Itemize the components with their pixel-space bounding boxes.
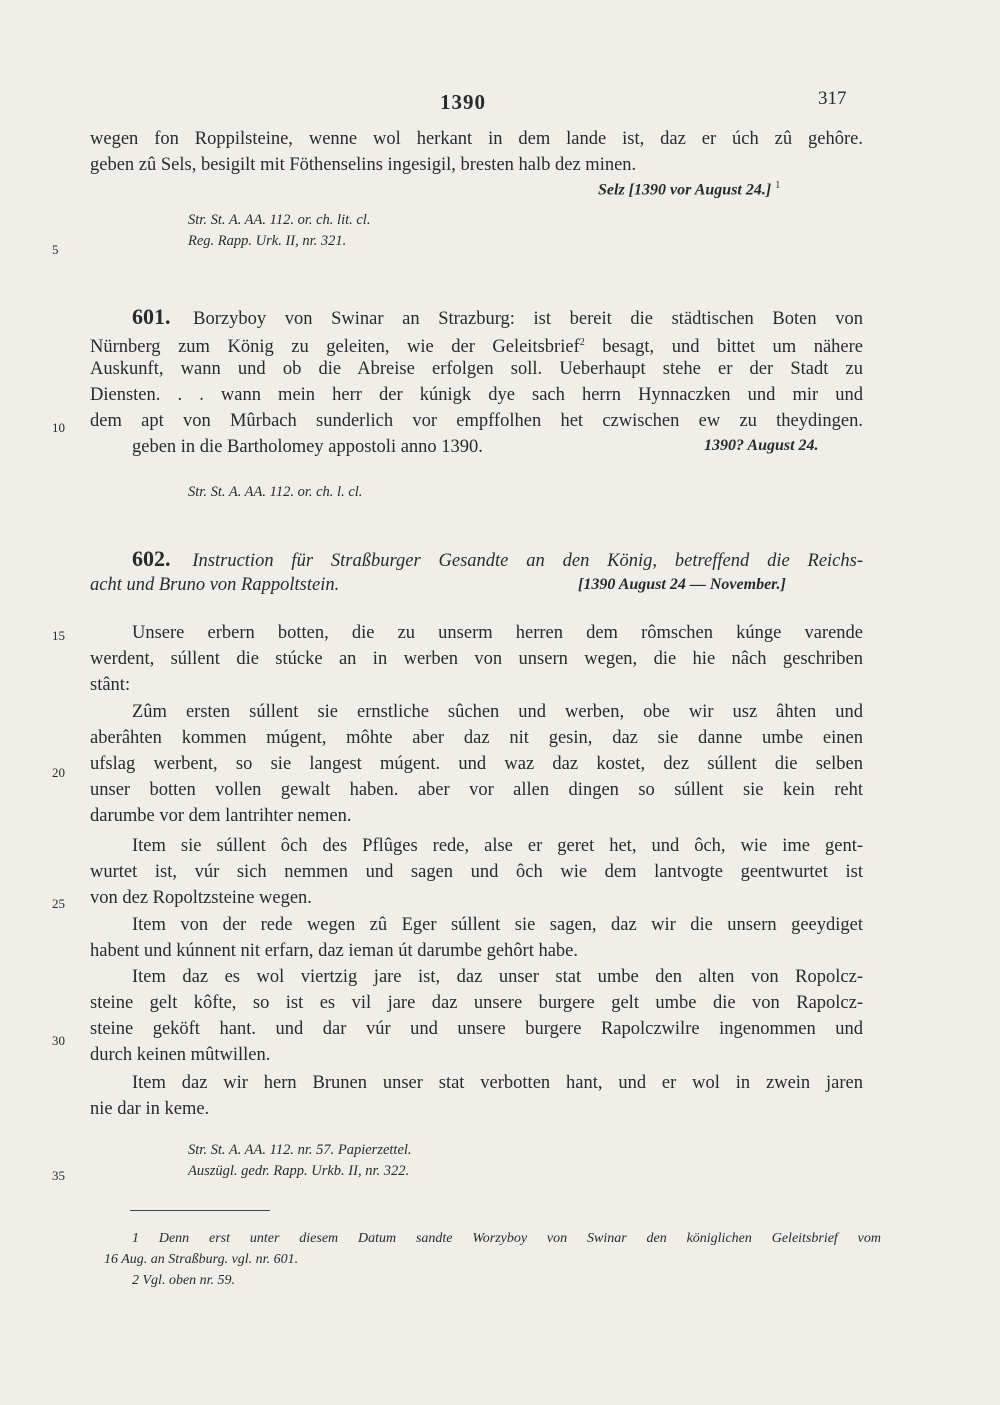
footnote: 16 Aug. an Straßburg. vgl. nr. 601. [104,1252,299,1267]
footnote: 2 Vgl. oben nr. 59. [132,1273,236,1288]
paragraph-line: stânt: [90,675,131,695]
line-number: 15 [52,628,65,643]
entry-601-line: Diensten. . . wann mein herr der kúnigk dye sach herrn Hynnaczken und mir und [90,385,863,405]
footnote-ref: 2 [579,337,585,348]
paragraph-line: nie dar in keme. [90,1099,210,1119]
paragraph-line: von dez Ropoltzsteine wegen. [90,888,312,908]
header-year: 1390 [440,90,486,114]
entry-601-line: 601. Borzyboy von Swinar an Strazburg: ist bereit die städtischen Boten von [132,304,863,329]
paragraph-line: Item daz es wol viertzig jare ist, daz unser stat umbe den alten von Ropolcz- [132,967,863,987]
line-number: 30 [52,1033,65,1048]
entry-601-line: Nürnberg zum König zu geleiten, wie der Geleitsbrief$^2$ besagt, und bittet um nähere [90,337,864,358]
line-number: 10 [52,420,65,435]
paragraph-line: ufslag werbent, so sie langest múgent. und waz daz kostet, dez súllent die selben [90,754,863,774]
paragraph-line: wurtet ist, vúr sich nemmen und sagen und ôch wie dem lantvogte geentwurtet ist [90,862,863,882]
paragraph-line: steine gelt kôfte, so ist es vil jare daz unsere burgere gelt umbe die von Rapolcz- [90,993,863,1013]
line-number: 35 [52,1168,65,1183]
footnote-ref: 1 [775,180,781,191]
line-number: 20 [52,765,65,780]
source-citation: Reg. Rapp. Urk. II, nr. 321. [188,233,347,249]
paragraph-line: werdent, súllent die stúcke an in werben von unsern wegen, die hie nâch geschriben [90,649,863,669]
paragraph-line: durch keinen mûtwillen. [90,1045,271,1065]
entry-601-line: dem apt von Mûrbach sunderlich vor empffolhen het czwischen ew zu theydingen. [90,411,863,431]
entry-601-line: geben in die Bartholomey appostoli anno 1390. [132,437,483,457]
paragraph-line: unser botten vollen gewalt haben. aber vor allen dingen so súllent sie kein reht [90,780,863,800]
paragraph-line: steine geköft hant. und dar vúr und unsere burgere Rapolczwilre ingenommen und [90,1019,863,1039]
paragraph-line: habent und kúnnent nit erfarn, daz ieman út darumbe gehôrt habe. [90,941,579,961]
text-line: geben zû Sels, besigilt mit Föthenselins ingesigil, bresten halb dez minen. [90,155,637,175]
paragraph-line: Item daz wir hern Brunen unser stat verbotten hant, und er wol in zwein jaren [132,1073,863,1093]
page-number: 317 [818,88,847,109]
line-number: 5 [52,242,59,257]
paragraph-line: darumbe vor dem lantrihter nemen. [90,806,352,826]
paragraph-line: Item sie súllent ôch des Pflûges rede, alse er geret het, und ôch, wie ime gent- [132,836,863,856]
text-line: wegen fon Roppilsteine, wenne wol herkant in dem lande ist, daz er úch zû gehôre. [90,129,863,149]
paragraph-line: aberâhten kommen múgent, môhte aber daz nit gesin, daz sie danne umbe einen [90,728,863,748]
entry-date: Selz [1390 vor August 24.] $^1$ [598,180,781,199]
source-citation: Str. St. A. AA. 112. or. ch. lit. cl. [188,212,371,228]
footnote-divider [130,1210,270,1211]
paragraph-line: Item von der rede wegen zû Eger súllent sie sagen, daz wir die unsern geeydiget [132,915,863,935]
paragraph-line: Zûm ersten súllent sie ernstliche sûchen und werben, obe wir usz âhten und [132,702,863,722]
source-citation: Str. St. A. AA. 112. nr. 57. Papierzettel. [188,1142,412,1158]
entry-date: 1390? August 24. [704,437,819,454]
entry-602-title: acht und Bruno von Rappoltstein. [90,575,340,595]
entry-601-line: Auskunft, wann und ob die Abreise erfolgen soll. Ueberhaupt stehe er der Stadt zu [90,359,863,379]
footnote: 1 Denn erst unter diesem Datum sandte Worzyboy von Swinar den königlichen Geleitsbrief vom [132,1231,881,1246]
entry-number: 601. [132,304,171,329]
line-number: 25 [52,896,65,911]
source-citation: Auszügl. gedr. Rapp. Urkb. II, nr. 322. [188,1163,410,1179]
paragraph-line: Unsere erbern botten, die zu unserm herren dem rômschen kúnge varende [132,623,863,643]
source-citation: Str. St. A. AA. 112. or. ch. l. cl. [188,484,363,500]
entry-602-title: 602. Instruction für Straßburger Gesandte an den König, betreffend die Reichs- [132,546,864,571]
entry-date: [1390 August 24 — November.] [578,576,786,593]
entry-number: 602. [132,546,171,571]
